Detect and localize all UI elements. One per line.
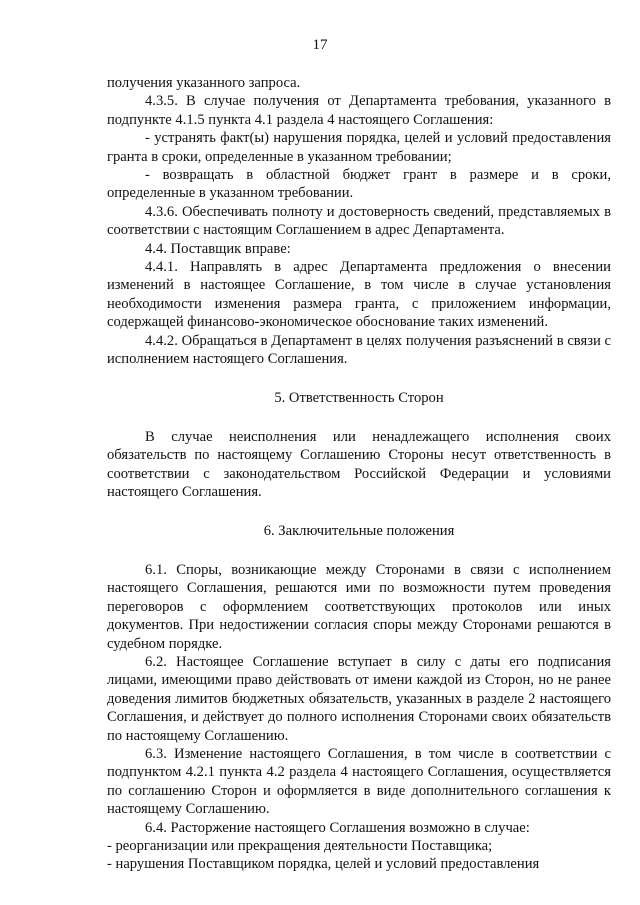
paragraph-continuation: получения указанного запроса. [107,75,301,91]
paragraph-6-4-item-1: - реорганизации или прекращения деятельности Поставщика; [107,838,493,855]
paragraph-4-4-1: 4.4.1. Направлять в адрес Департамента предложения о внесении изменений в настоящее Соглашение, в том числе в случае установления необходимости изменения размера гранта, с приложением информации, содержащей финансово-экономическое обоснование таких изменений. [107,259,611,331]
paragraph-4-4-2: 4.4.2. Обращаться в Департамент в целях получения разъяснений в связи с исполнением настоящего Соглашения. [107,332,611,368]
section-6-body [107,561,611,874]
section-5-body [107,428,611,502]
paragraph-6-4: 6.4. Расторжение настоящего Соглашения возможно в случае: [145,819,530,836]
paragraph-4-3-5-item-1: - устранять факт(ы) нарушения порядка, целей и условий предоставления гранта в сроки, определенные в указанном требовании; [107,130,611,165]
paragraph-6-4-item-2: - нарушения Поставщиком порядка, целей и условий предоставления [107,856,540,873]
paragraph-4-3-5-item-2: - возвращать в областной бюджет грант в размере и в сроки, определенные в указанном требовании. [107,167,611,202]
paragraph-6-1: 6.1. Споры, возникающие между Сторонами в связи с исполнением настоящего Соглашения, решаются ими по возможности путем проведения переговоров с оформлением соответствующих протоколов или иных документов. При недостижении согласия споры между Сторонами решаются в судебном порядке. [107,561,611,652]
paragraph-4-3-6: 4.3.6. Обеспечивать полноту и достоверность сведений, представляемых в соответствии с настоящим Соглашением в адрес Департамента. [107,203,611,239]
paragraph-4-4: 4.4. Поставщик вправе: [145,240,291,257]
section-5-heading: 5. Ответственность Сторон [274,389,444,406]
section-6-heading: 6. Заключительные положения [263,522,455,539]
paragraph-4-3-5: 4.3.5. В случае получения от Департамента требования, указанного в подпункте 4.1.5 пункта 4.1 раздела 4 настоящего Соглашения: [107,93,611,128]
paragraph-6-2: 6.2. Настоящее Соглашение вступает в силу с даты его подписания лицами, имеющими право действовать от имени каждой из Сторон, но не ранее доведения лимитов бюджетных обязательств, указанных в разделе 2 настоящего Соглашения, и действует до полного исполнения Сторонами своих обязательств по настоящему Соглашению. [107,653,611,744]
document-body [107,74,611,874]
paragraph-6-3: 6.3. Изменение настоящего Соглашения, в том числе в соответствии с подпунктом 4.2.1 пункта 4.2 раздела 4 настоящего Соглашения, осуществляется по соглашению Сторон и оформляется в виде дополнительного соглашения к настоящему Соглашению. [107,746,611,818]
top-paragraphs [107,74,611,369]
paragraph-5-liability: В случае неисполнения или ненадлежащего исполнения своих обязательств по настоящему Соглашению Стороны несут ответственность в соответствии с законодательством Российской Федерации и условиями настоящего Соглашения. [107,428,611,501]
page-number: 17 [312,37,328,53]
